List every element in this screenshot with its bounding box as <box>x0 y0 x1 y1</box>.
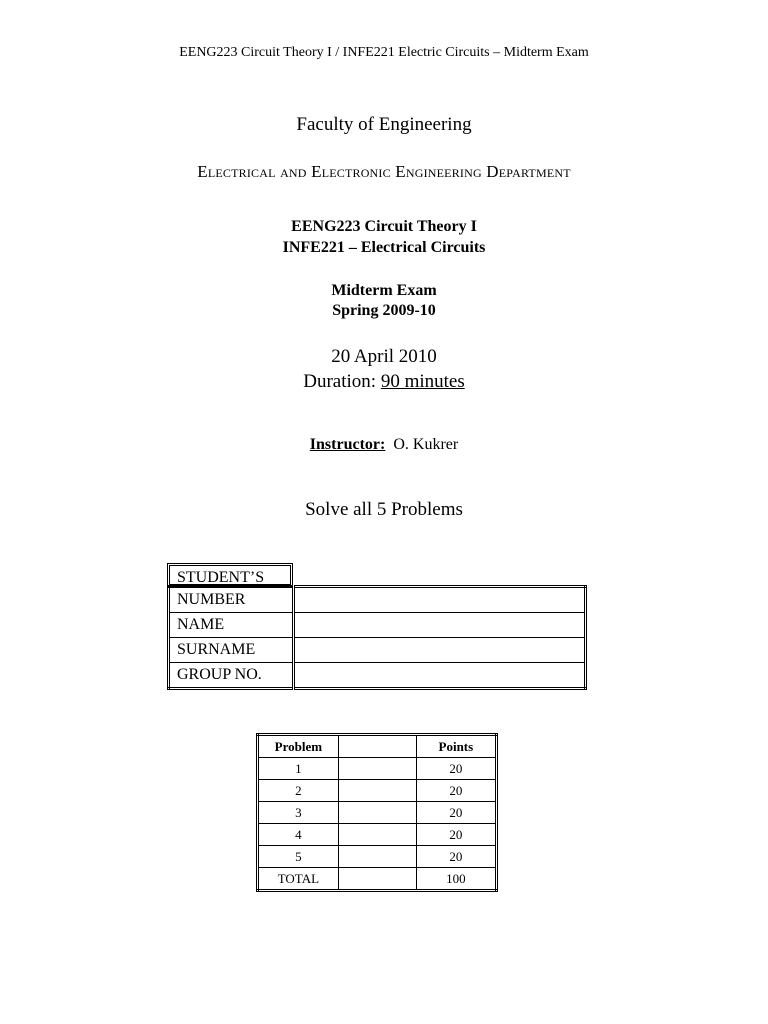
total-label: TOTAL <box>258 868 339 891</box>
table-row <box>258 846 497 868</box>
problem-points: 20 <box>416 758 496 780</box>
table-row <box>258 758 497 780</box>
table-row <box>169 663 586 689</box>
student-number-label: NUMBER <box>169 587 294 613</box>
score-table <box>256 733 498 892</box>
student-group-label: GROUP NO. <box>169 663 294 689</box>
instruction-text: Solve all 5 Problems <box>305 499 463 520</box>
student-number-field[interactable] <box>294 587 586 613</box>
instructor-line <box>0 436 768 454</box>
instructor-label: Instructor: <box>309 436 386 453</box>
points-header: Points <box>416 735 496 758</box>
course-eeng223 <box>0 218 768 236</box>
course2-prefix: I <box>282 239 289 256</box>
exam-term: Spring 2009-10 <box>332 302 436 319</box>
course1-title: Circuit Theory I <box>360 218 477 235</box>
student-surname-label: SURNAME <box>169 638 294 663</box>
total-score-field[interactable] <box>338 868 416 891</box>
student-table <box>167 585 587 690</box>
exam-title: Midterm Exam <box>331 282 437 299</box>
student-group-field[interactable] <box>294 663 586 689</box>
student-surname-field[interactable] <box>294 638 586 663</box>
exam-date: 20 April 2010 <box>331 346 437 367</box>
score-blank-header <box>338 735 416 758</box>
course1-num: 223 <box>336 218 361 235</box>
problem-points: 20 <box>416 802 496 824</box>
department-title: Electrical and Electronic Engineering Department <box>197 162 571 181</box>
problem-points: 20 <box>416 846 496 868</box>
table-row <box>258 780 497 802</box>
score-header-row <box>258 735 497 758</box>
student-name-field[interactable] <box>294 613 586 638</box>
problem-number: 2 <box>258 780 339 802</box>
course-infe221 <box>0 239 768 257</box>
page-header: EENG223 Circuit Theory I / INFE221 Electric Circuits – Midterm Exam <box>179 45 589 60</box>
table-row <box>258 868 497 891</box>
problem-header: Problem <box>258 735 339 758</box>
problem-number: 3 <box>258 802 339 824</box>
table-row <box>169 613 586 638</box>
duration-label: Duration: <box>303 371 381 392</box>
course1-prefix: E <box>291 218 302 235</box>
student-table-header: STUDENT’S <box>167 563 293 587</box>
course2-num: 221 <box>320 239 345 256</box>
score-field[interactable] <box>338 758 416 780</box>
duration-value: 90 minutes <box>380 371 465 392</box>
problem-number: 1 <box>258 758 339 780</box>
problem-points: 20 <box>416 780 496 802</box>
score-field[interactable] <box>338 824 416 846</box>
faculty-title: Faculty of Engineering <box>296 114 472 135</box>
score-field[interactable] <box>338 780 416 802</box>
course2-title: – Electrical Circuits <box>344 239 486 256</box>
course2-small: NFE <box>288 239 321 256</box>
table-row <box>169 638 586 663</box>
exam-duration <box>0 371 768 393</box>
table-row <box>169 587 586 613</box>
course1-small: ENG <box>301 218 337 235</box>
score-field[interactable] <box>338 802 416 824</box>
table-row <box>258 802 497 824</box>
problem-number: 5 <box>258 846 339 868</box>
score-field[interactable] <box>338 846 416 868</box>
student-name-label: NAME <box>169 613 294 638</box>
problem-number: 4 <box>258 824 339 846</box>
total-points: 100 <box>416 868 496 891</box>
table-row <box>258 824 497 846</box>
instructor-name: O. Kukrer <box>393 436 459 453</box>
problem-points: 20 <box>416 824 496 846</box>
